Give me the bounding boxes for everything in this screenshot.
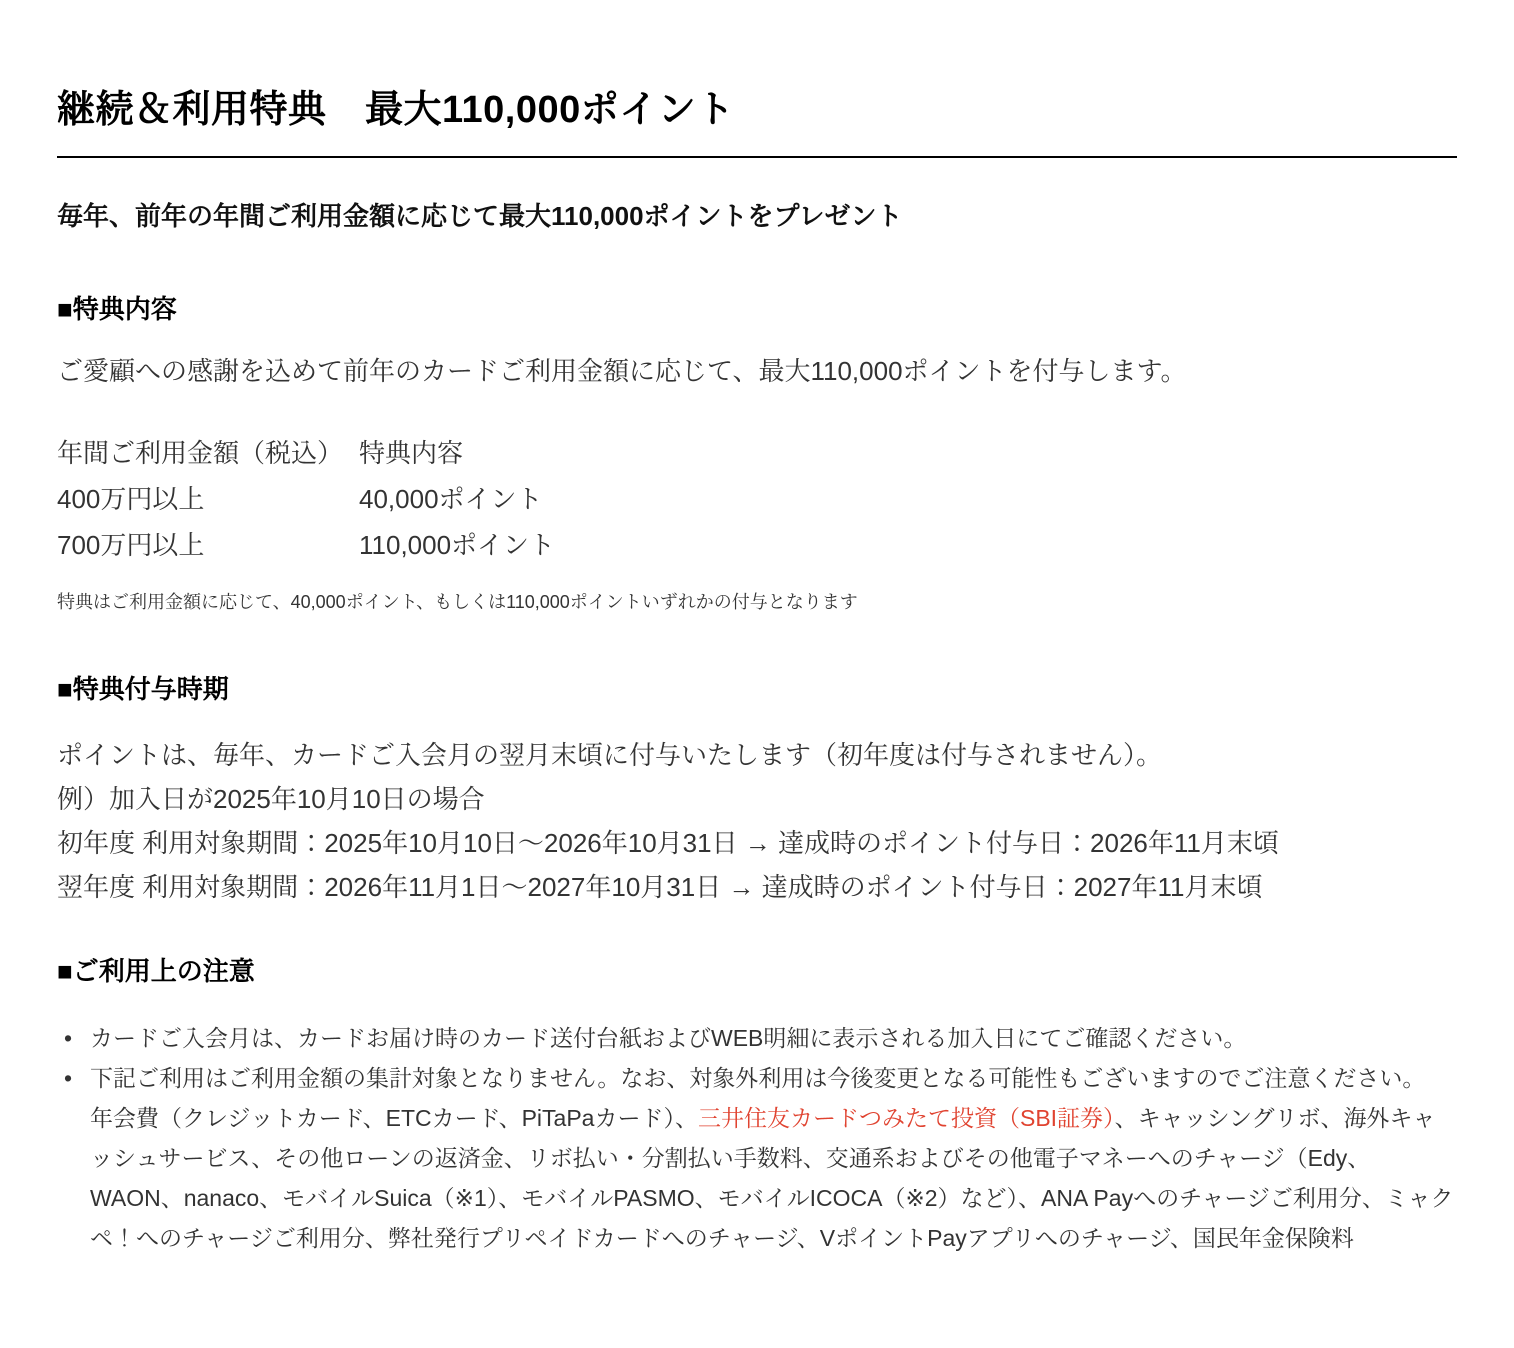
exclusions-text-after: 、キャッシングリボ、海外キャッシュサービス、その他ローンの返済金、リボ払い・分割払い手数料、交通系およびその他電子マネーへのチャージ（Edy、WAON、nanaco、モバイルSuica（※1）、モバイルPASMO、モバイルICOCA（※2）など）、ANA Payへのチャージご利用分、ミャクペ！へのチャージご利用分、弊社発行プリペイドカードへのチャージ、VポイントPayアプリへのチャージ、国民年金保険料 [90,1105,1454,1252]
table-cell-amount: 700万円以上 [57,529,205,560]
grant-line: 翌年度 利用対象期間：2026年11月1日～2027年10月31日 → 達成時のポイント付与日：2027年11月末頃 [57,871,1263,902]
notes-list [57,1018,1457,1258]
section-grant-heading: ■特典付与時期 [57,673,229,704]
table-cell-points: 110,000ポイント [359,529,556,560]
benefit-description: ご愛顧への感謝を込めて前年のカードご利用金額に応じて、最大110,000ポイントを付与します。 [57,356,1187,387]
benefit-table [57,430,555,568]
note-item [57,1018,1457,1058]
grant-line: 例）加入日が2025年10月10日の場合 [57,783,485,814]
table-cell-amount: 400万円以上 [57,483,205,514]
note-item-text: 下記ご利用はご利用金額の集計対象となりません。なお、対象外利用は今後変更となる可能性もございますのでご注意ください。 [90,1065,1426,1092]
benefit-note: 特典はご利用金額に応じて、40,000ポイント、もしくは110,000ポイントいずれかの付与となります [57,591,858,612]
grant-line: 初年度 利用対象期間：2025年10月10日～2026年10月31日 → 達成時のポイント付与日：2026年11月末頃 [57,827,1279,858]
sbi-investment-link[interactable]: 三井住友カードつみたて投資（SBI証券） [697,1105,1115,1132]
table-header-amount: 年間ご利用金額（税込） [57,437,344,468]
page-subtitle: 毎年、前年の年間ご利用金額に応じて最大110,000ポイントをプレゼント [57,200,903,231]
exclusions-paragraph [90,1098,1457,1258]
table-cell-points: 40,000ポイント [359,483,543,514]
page-title: 継続＆利用特典 最大110,000ポイント [57,89,735,131]
table-header-benefit: 特典内容 [359,437,464,468]
section-benefit-heading: ■特典内容 [57,294,177,325]
section-notes-heading: ■ご利用上の注意 [57,955,255,986]
grant-timing-text [57,733,1457,909]
note-item [57,1058,1457,1258]
note-item-text: カードご入会月は、カードお届け時のカード送付台紙およびWEB明細に表示される加入日にてご確認ください。 [90,1025,1247,1052]
title-divider [57,156,1457,158]
page-content [0,88,1514,1258]
grant-line: ポイントは、毎年、カードご入会月の翌月末頃に付与いたします（初年度は付与されません）。 [57,739,1163,770]
exclusions-text-before: 年会費（クレジットカード、ETCカード、PiTaPaカード）、 [90,1105,698,1132]
